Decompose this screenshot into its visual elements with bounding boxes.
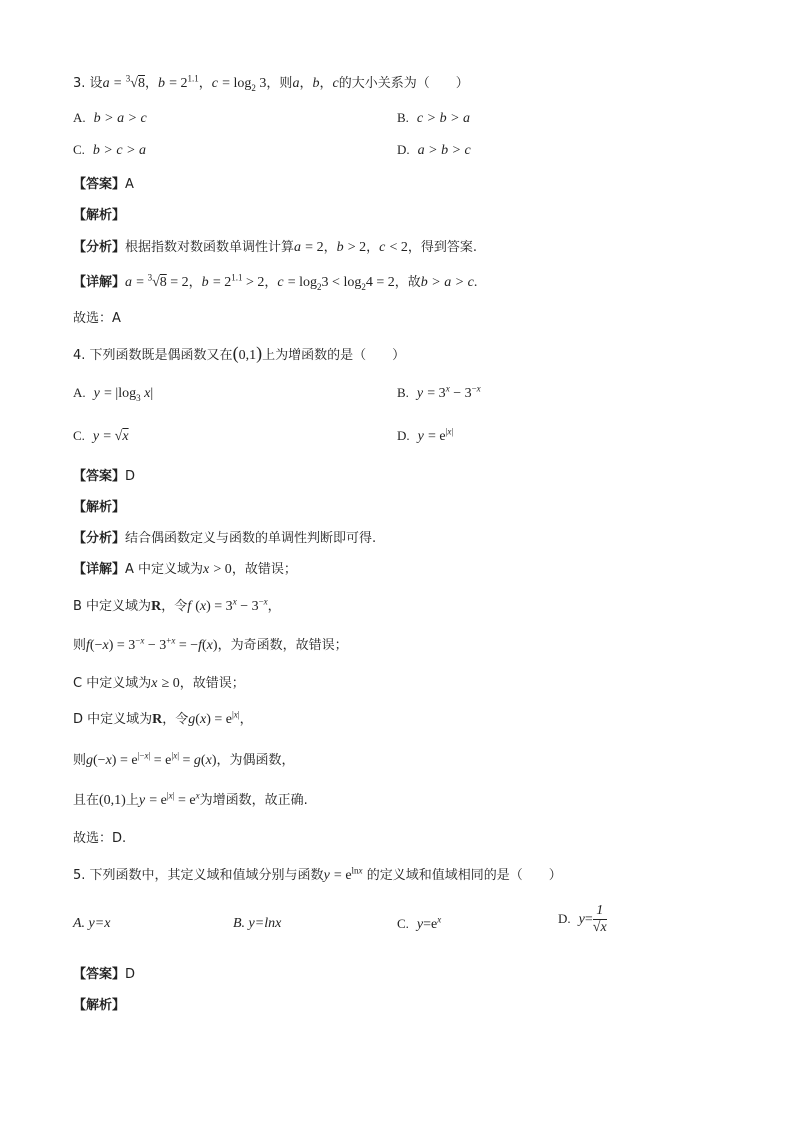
q3-fenxi: 【分析】根据指数对数函数单调性计算a = 2，b > 2，c < 2，得到答案. xyxy=(73,240,478,255)
q4-xiangjie-d2: 则$g(-x) = e^{|-x|} = e^{|x|} = g(x)$，为偶函数， xyxy=(73,750,295,768)
q3-option-b: B. c > b > a xyxy=(397,110,471,126)
q4-option-c: C. y = √x xyxy=(73,428,129,444)
q5-analysis-heading: 【解析】 xyxy=(73,998,126,1013)
q3-number: 3. xyxy=(73,76,86,91)
q3-choice: 故选：A xyxy=(73,311,121,326)
q4-answer: 【答案】D xyxy=(73,469,136,484)
q5-option-b: B. y=lnx xyxy=(233,916,282,931)
q3-option-c: C. b > c > a xyxy=(73,142,147,158)
q4-choice: 故选：D. xyxy=(73,831,127,846)
q4-xiangjie-d: D 中定义域为R，令$g(x) = e^{|x|}$， xyxy=(73,709,253,727)
q4-analysis-heading: 【解析】 xyxy=(73,500,126,515)
q3-analysis-heading: 【解析】 xyxy=(73,208,126,223)
q3-stem: 3. 设a = $^3$√8，$b = 2^{1.1}$，$c = \log_2 3$，则a，b，c的大小关系为（ ） xyxy=(73,73,469,93)
q4-option-d: D. $y = e^{|x|}$ xyxy=(397,426,454,444)
q5-option-c: C. $y=e^x$ xyxy=(397,914,442,932)
q3-answer: 【答案】A xyxy=(73,177,134,192)
q4-xiangjie-d3: 且在(0,1)上$y = e^{|x|} = e^x$为增函数，故正确. xyxy=(73,790,308,808)
q4-xiangjie-b2: 则$f(-x) = 3^{-x} - 3^{+x} = -f(x)$，为奇函数，故错误； xyxy=(73,635,348,653)
q4-stem: 4. 下列函数既是偶函数又在(0,1)上为增函数的是（ ） xyxy=(73,343,406,363)
q4-xiangjie-a: 【详解】A 中定义域为x > 0，故错误； xyxy=(73,562,297,577)
q3-option-a: A. b > a > c xyxy=(73,110,147,126)
q4-option-a: A. $y = |\log_3$ x| xyxy=(73,385,154,403)
q3-option-d: D. a > b > c xyxy=(397,142,471,158)
q3-xiangjie: 【详解】a = $^3$√8 = 2，$b = 2^{1.1} > 2$，$c = \log_23 < \log_24 = 2$，故b > a > c. xyxy=(73,272,478,292)
q5-stem: 5. 下列函数中，其定义域和值域分别与函数$y = e^{lnx}$ 的定义域和值域相同的是（ ） xyxy=(73,865,562,883)
q4-xiangjie-c: C 中定义域为x ≥ 0，故错误； xyxy=(73,676,245,691)
q4-fenxi: 【分析】结合偶函数定义与函数的单调性判断即可得. xyxy=(73,531,377,546)
q5-option-d: D. y= $\frac{1}{√x}$ xyxy=(558,903,607,935)
q5-option-a: A. y=x xyxy=(73,916,111,931)
q4-xiangjie-b: B 中定义域为R，令f $(x) = 3^x - 3^{-x}$， xyxy=(73,596,281,614)
q5-answer: 【答案】D xyxy=(73,967,136,982)
q4-option-b: B. $y = 3^x - 3^{-x}$ xyxy=(397,383,481,401)
